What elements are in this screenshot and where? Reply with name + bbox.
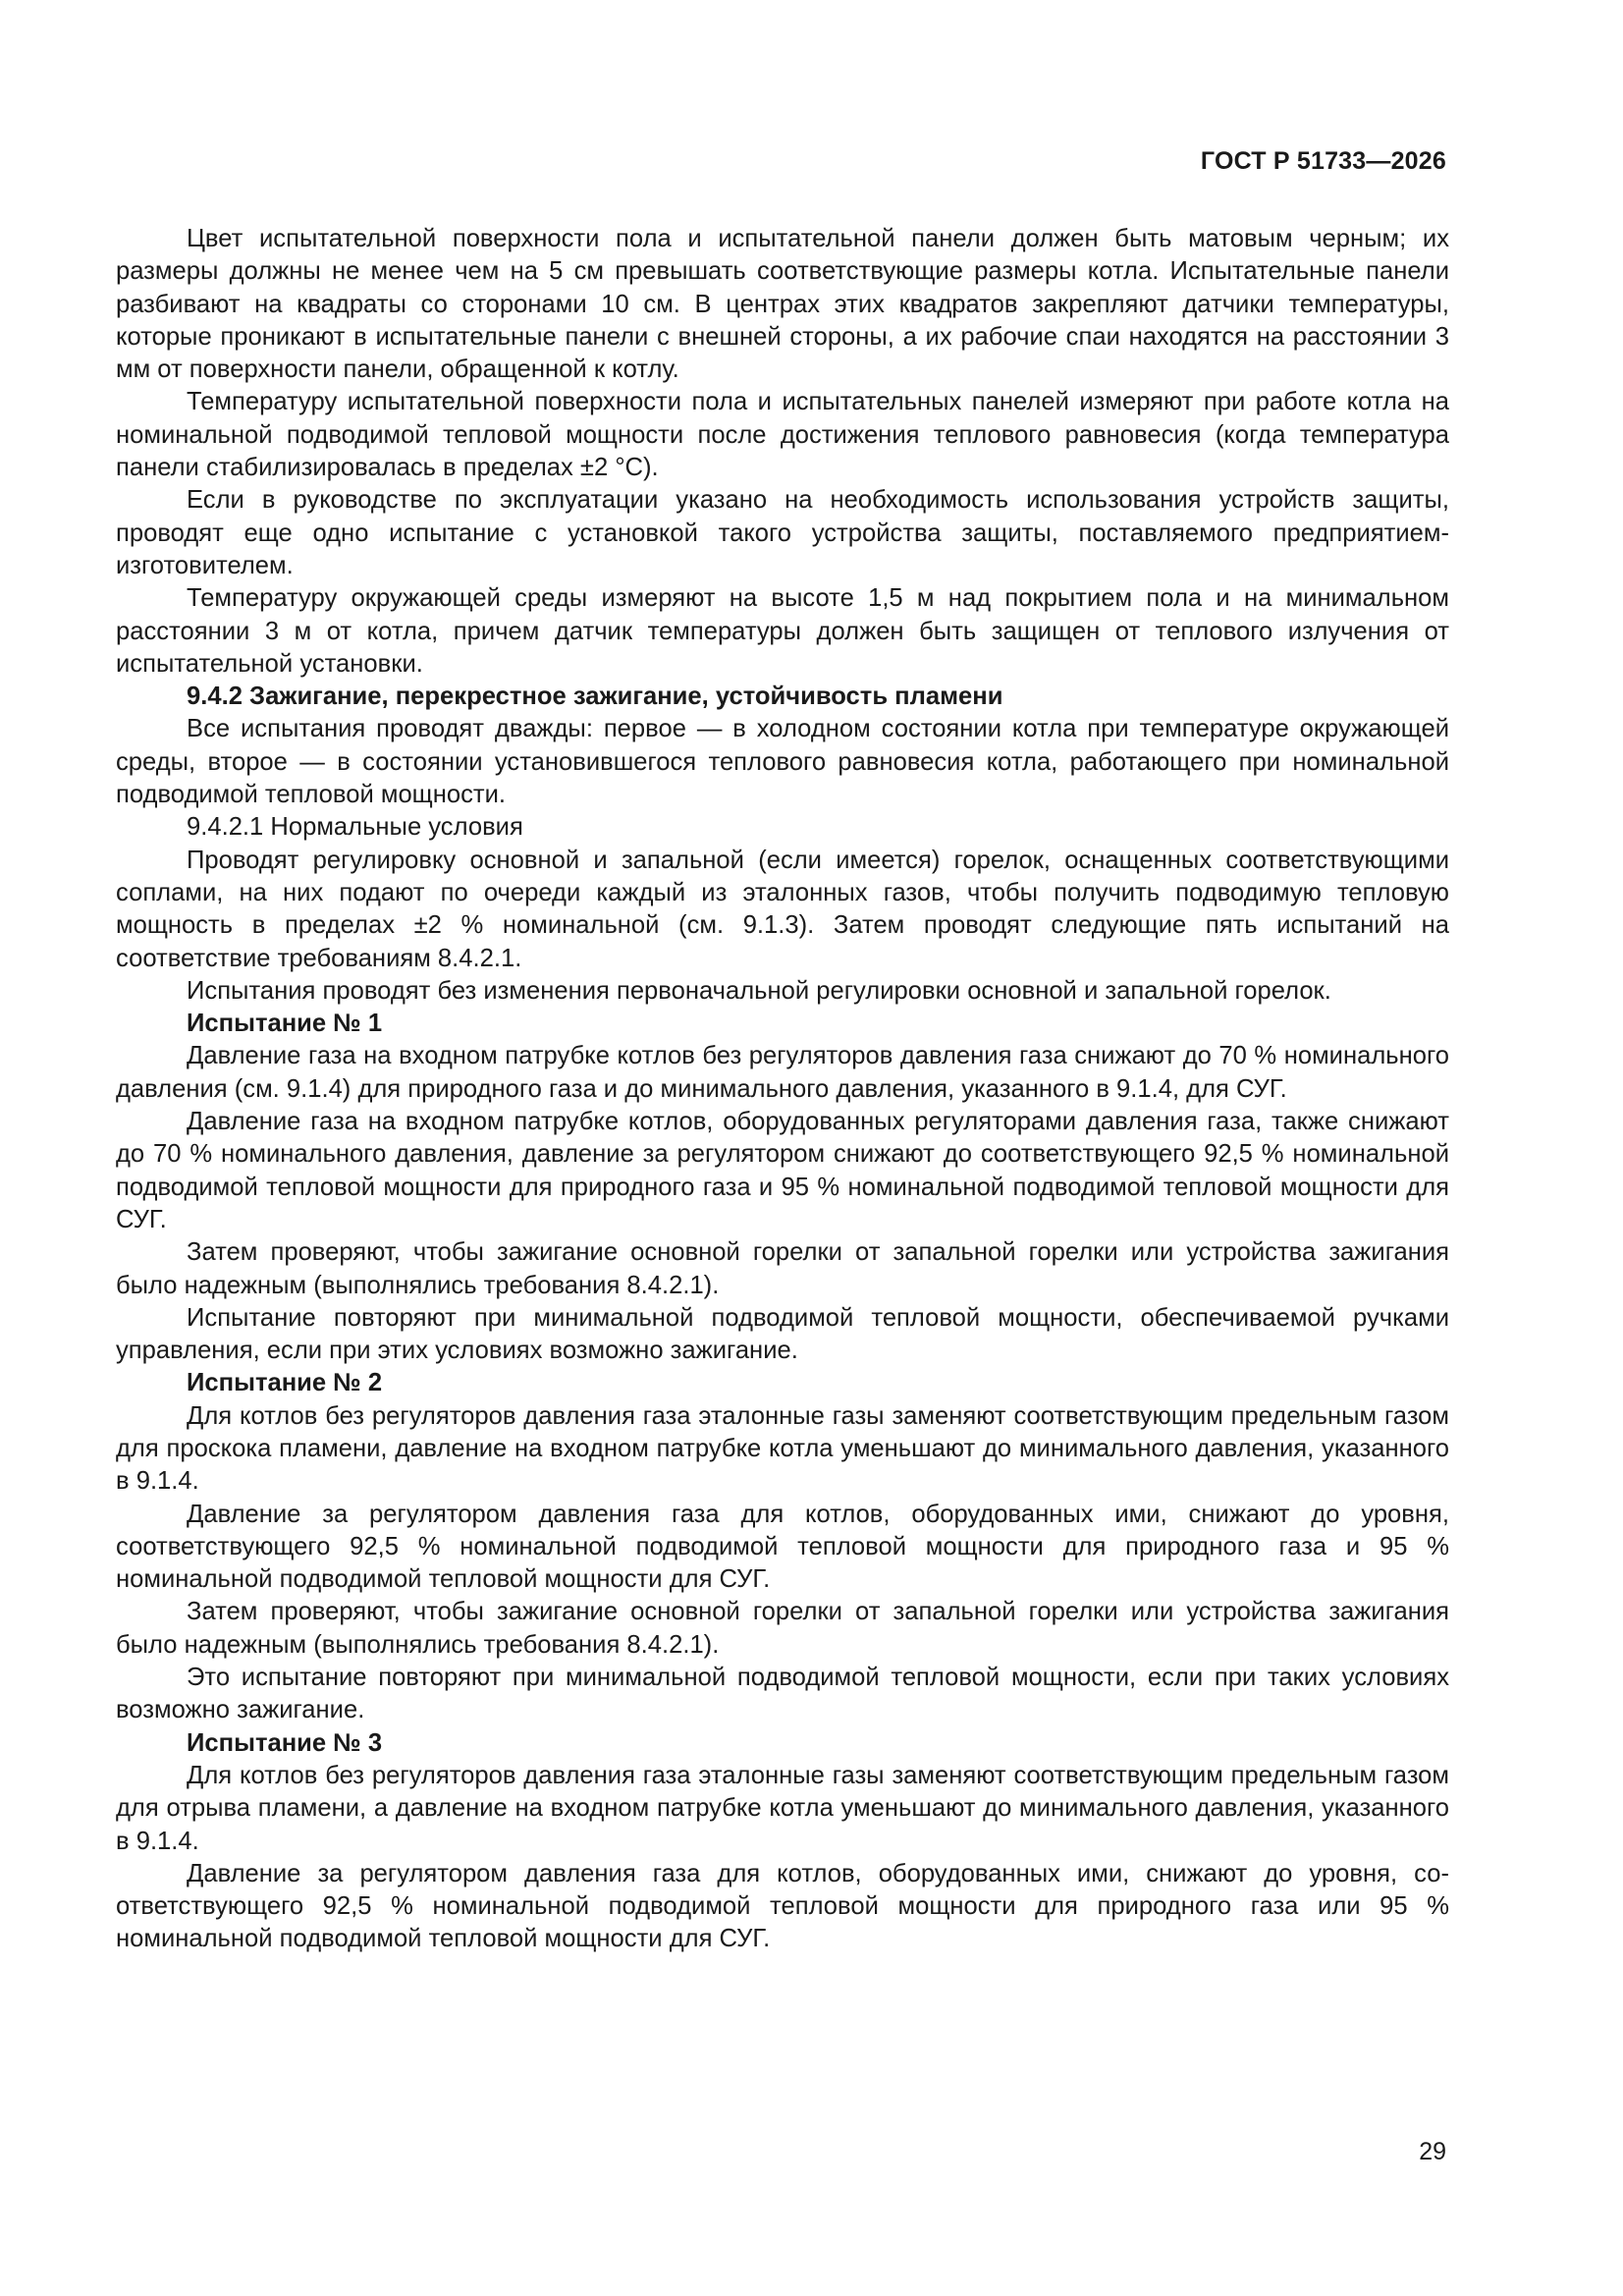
document-body [116,223,1449,1956]
paragraph-ambient-temperature: Температуру окружающей среды измеряют на высоте 1,5 м над покрытием пола и на минимальном расстоянии 3 м от котла, причем датчик температуры должен быть защищен от теплового излучения от испытательной установки. [116,584,1449,678]
subsection-heading-9-4-2-1: 9.4.2.1 Нормальные условия [187,813,523,842]
paragraph-test2-check: Затем проверяют, чтобы зажигание основной горелки от запальной горелки или устройства зажигания было надежным (выполнялись требования 8.4.2.1). [116,1598,1449,1659]
paragraph-test3-regulator: Давление за регулятором давления газа для котлов, оборудованных ими, снижают до уровня, соответствующего 92,5 % номинальной подводимой тепловой мощности для природного газа или 95 % номинальной подводимой тепловой мощности для СУГ. [116,1859,1449,1953]
page-number: 29 [1419,2138,1446,2165]
paragraph-surface-color: Цвет испытательной поверхности пола и испытательной панели должен быть матовым черным; их размеры должны не менее чем на 5 см превышать соответствующие размеры котла. Испытательные панели разбивают на квадраты со сторонами 10 см. В центрах этих квадратов закрепляют датчики температуры, которые проникают в испытательные панели с внешней стороны, а их рабочие спаи находятся на расстоянии 3 мм от поверхности панели, обращенной к котлу. [116,225,1449,384]
test-heading-3: Испытание № 3 [187,1728,383,1757]
paragraph-test1-repeat: Испытание повторяют при минимальной подводимой тепловой мощности, обеспечиваемой ручками управления, если при этих условиях возможно зажигание. [116,1303,1449,1365]
paragraph-test3-gases: Для котлов без регуляторов давления газа эталонные газы заменяют соответствующим предельным газом для отрыва пламени, а давление на входном патрубке котла уменьшают до минимального давления, указанного в 9.1.4. [116,1761,1449,1855]
test-heading-2: Испытание № 2 [187,1369,383,1397]
paragraph-no-readjustment: Испытания проводят без изменения первоначальной регулировки основной и запальной горелок. [187,976,1331,1005]
paragraph-burner-adjustment: Проводят регулировку основной и запальной (если имеется) горелок, оснащенных соответствующими соплами, на них подают по очереди каждый из эталонных газов, чтобы получить подводимую тепловую мощность в пределах ±2 % номинальной (см. 9.1.3). Затем проводят следующие пять испытаний на соответствие требованиям 8.4.2.1. [116,846,1449,972]
paragraph-protection-devices: Если в руководстве по эксплуатации указано на необходимость использования устройств защиты, проводят еще одно испытание с установкой такого устройства защиты, поставляемого предприятием-изготовителем. [116,486,1449,579]
document-code-header: ГОСТ Р 51733—2026 [1200,147,1446,175]
paragraph-test2-repeat: Это испытание повторяют при минимальной подводимой тепловой мощности, если при таких условиях возможно зажигание. [116,1664,1449,1724]
section-heading-9-4-2: 9.4.2 Зажигание, перекрестное зажигание, устойчивость пламени [187,683,1003,711]
paragraph-test1-check: Затем проверяют, чтобы зажигание основной горелки от запальной горелки или устройства зажигания было надежным (выполнялись требования 8.4.2.1). [116,1238,1449,1299]
paragraph-test2-regulator: Давление за регулятором давления газа для котлов, оборудованных ими, снижают до уровня, соответствующего 92,5 % номинальной подводимой тепловой мощности для природного газа и 95 % номинальной подводимой тепловой мощности для СУГ. [116,1500,1449,1594]
test-heading-1: Испытание № 1 [187,1010,383,1038]
paragraph-tests-twice: Все испытания проводят дважды: первое — в холодном состоянии котла при температуре окружающей среды, второе — в состоянии установившегося теплового равновесия котла, работающего при номинальной подводимой тепловой мощности. [116,715,1449,809]
paragraph-test1-regulators: Давление газа на входном патрубке котлов, оборудованных регуляторами давления газа, также снижают до 70 % номинального давления, давление за регулятором снижают до соответствующего 92,5 % номинальной подводимой тепловой мощности для природного газа и 95 % номинальной подводимой тепловой мощности для СУГ. [116,1108,1449,1233]
paragraph-test1-pressure: Давление газа на входном патрубке котлов без регуляторов давления газа снижают до 70 % номинального давления (см. 9.1.4) для природного газа и до минимального давления, указанного в 9.1.4, для СУГ. [116,1042,1449,1103]
paragraph-test2-gases: Для котлов без регуляторов давления газа эталонные газы заменяют соответствующим предельным газом для проскока пламени, давление на входном патрубке котла уменьшают до минимального давления, указанного в 9.1.4. [116,1401,1449,1496]
paragraph-temperature-measurement: Температуру испытательной поверхности пола и испытательных панелей измеряют при работе котла на номинальной подводимой тепловой мощности после достижения теплового равновесия (когда температура панели стабилизировалась в пределах ±2 °С). [116,388,1449,482]
